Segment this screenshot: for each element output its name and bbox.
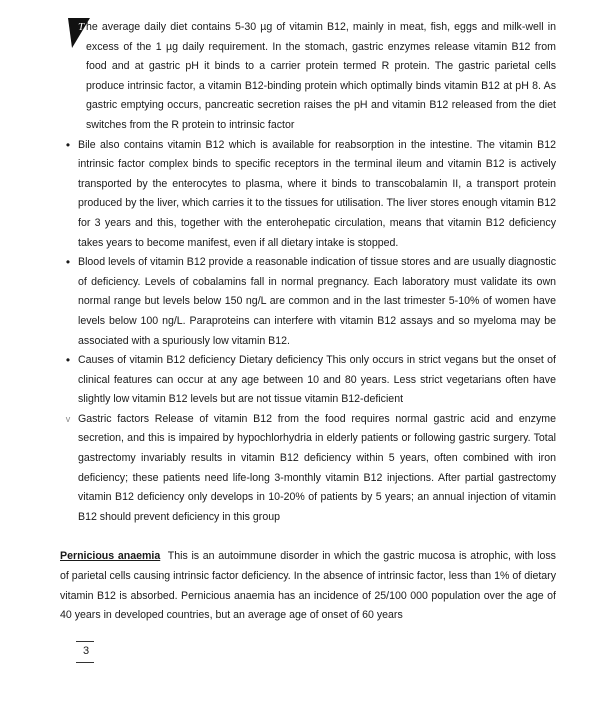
intro-text: he average daily diet contains 5-30 µg of vitamin B12, mainly in meat, fish, eggs and milk-well in excess of the 1 µg daily requirement. In the stomach, gastric enzymes release vitamin B12 from food and at gastric pH it binds to a carrier protein termed R protein. The gastric parietal cells produce intrinsic factor, a vitamin B12-binding protein which optimally binds vitamin B12 at pH 8. As gastric emptying occurs, pancreatic secretion raises the pH and vitamin B12 released from the diet switches from the R protein to intrinsic factor bbox=[86, 21, 556, 131]
bullet-check-icon: v bbox=[65, 413, 71, 424]
page-number: 3 bbox=[82, 645, 90, 657]
dropcap-triangle-icon bbox=[68, 18, 90, 48]
intro-initial: T bbox=[78, 21, 85, 33]
intro-paragraph bbox=[60, 18, 556, 136]
pernicious-anaemia-paragraph bbox=[60, 547, 556, 625]
section-text: This is an autoimmune disorder in which the gastric mucosa is atrophic, with loss of parietal cells causing intrinsic factor deficiency. In the absence of intrinsic factor, less than 1% of dietary vitamin B12 is absorbed. Pernicious anaemia has an incidence of 25/100 000 population over the age of 40 years in developed countries, but an average age of onset of 60 years bbox=[60, 550, 556, 622]
page-number-rule-top bbox=[76, 641, 94, 642]
bullet-item bbox=[60, 351, 556, 410]
bullet-text: Gastric factors Release of vitamin B12 from the food requires normal gastric acid and enzyme secretion, and this is impaired by hypochlorhydria in elderly patients or following gastric surgery. Total gastrectomy invariably results in vitamin B12 deficiency within 5 years, often combined with iron deficiency; these patients need life-long 3-monthly vitamin B12 injections. After partial gastrectomy vitamin B12 deficiency only develops in 10-20% of patients by 5 years; an annual injection of vitamin B12 should prevent deficiency in this group bbox=[78, 412, 556, 523]
bullet-text: Blood levels of vitamin B12 provide a reasonable indication of tissue stores and are usually diagnostic of deficiency. Levels of cobalamins fall in normal pregnancy. Each laboratory must validate its own normal range but levels below 150 ng/L are common and in the last trimester 5-10% of women have levels below 100 ng/L. Paraproteins can interfere with vitamin B12 assays and so myeloma may be associated with a spuriously low vitamin B12. bbox=[78, 256, 556, 347]
bullet-dot-icon: • bbox=[65, 137, 71, 152]
bullet-item bbox=[60, 253, 556, 351]
page-number-rule-bottom bbox=[76, 662, 94, 663]
bullet-list bbox=[60, 136, 556, 528]
bullet-dot-icon: • bbox=[65, 353, 71, 368]
page-body bbox=[60, 18, 556, 626]
section-heading: Pernicious anaemia bbox=[60, 550, 161, 563]
bullet-text: Causes of vitamin B12 deficiency Dietary deficiency This only occurs in strict vegans but the onset of clinical features can occur at any age between 10 and 80 years. Less strict vegetarians often have slightly low vitamin B12 levels but are not tissue vitamin B12-deficient bbox=[78, 354, 556, 406]
bullet-text: Bile also contains vitamin B12 which is available for reabsorption in the intestine. The vitamin B12 intrinsic factor complex binds to specific receptors in the terminal ileum and vitamin B12 is actively transported by the enterocytes to plasma, where it binds to transcobalamin II, a transport protein produced by the liver, which carries it to the tissues for utilisation. The liver stores enough vitamin B12 for 3 years and this, together with the enterohepatic circulation, means that vitamin B12 deficiency takes years to become manifest, even if all dietary intake is stopped. bbox=[78, 138, 556, 249]
bullet-item bbox=[60, 136, 556, 254]
bullet-item bbox=[60, 410, 556, 528]
bullet-dot-icon: • bbox=[65, 255, 71, 270]
